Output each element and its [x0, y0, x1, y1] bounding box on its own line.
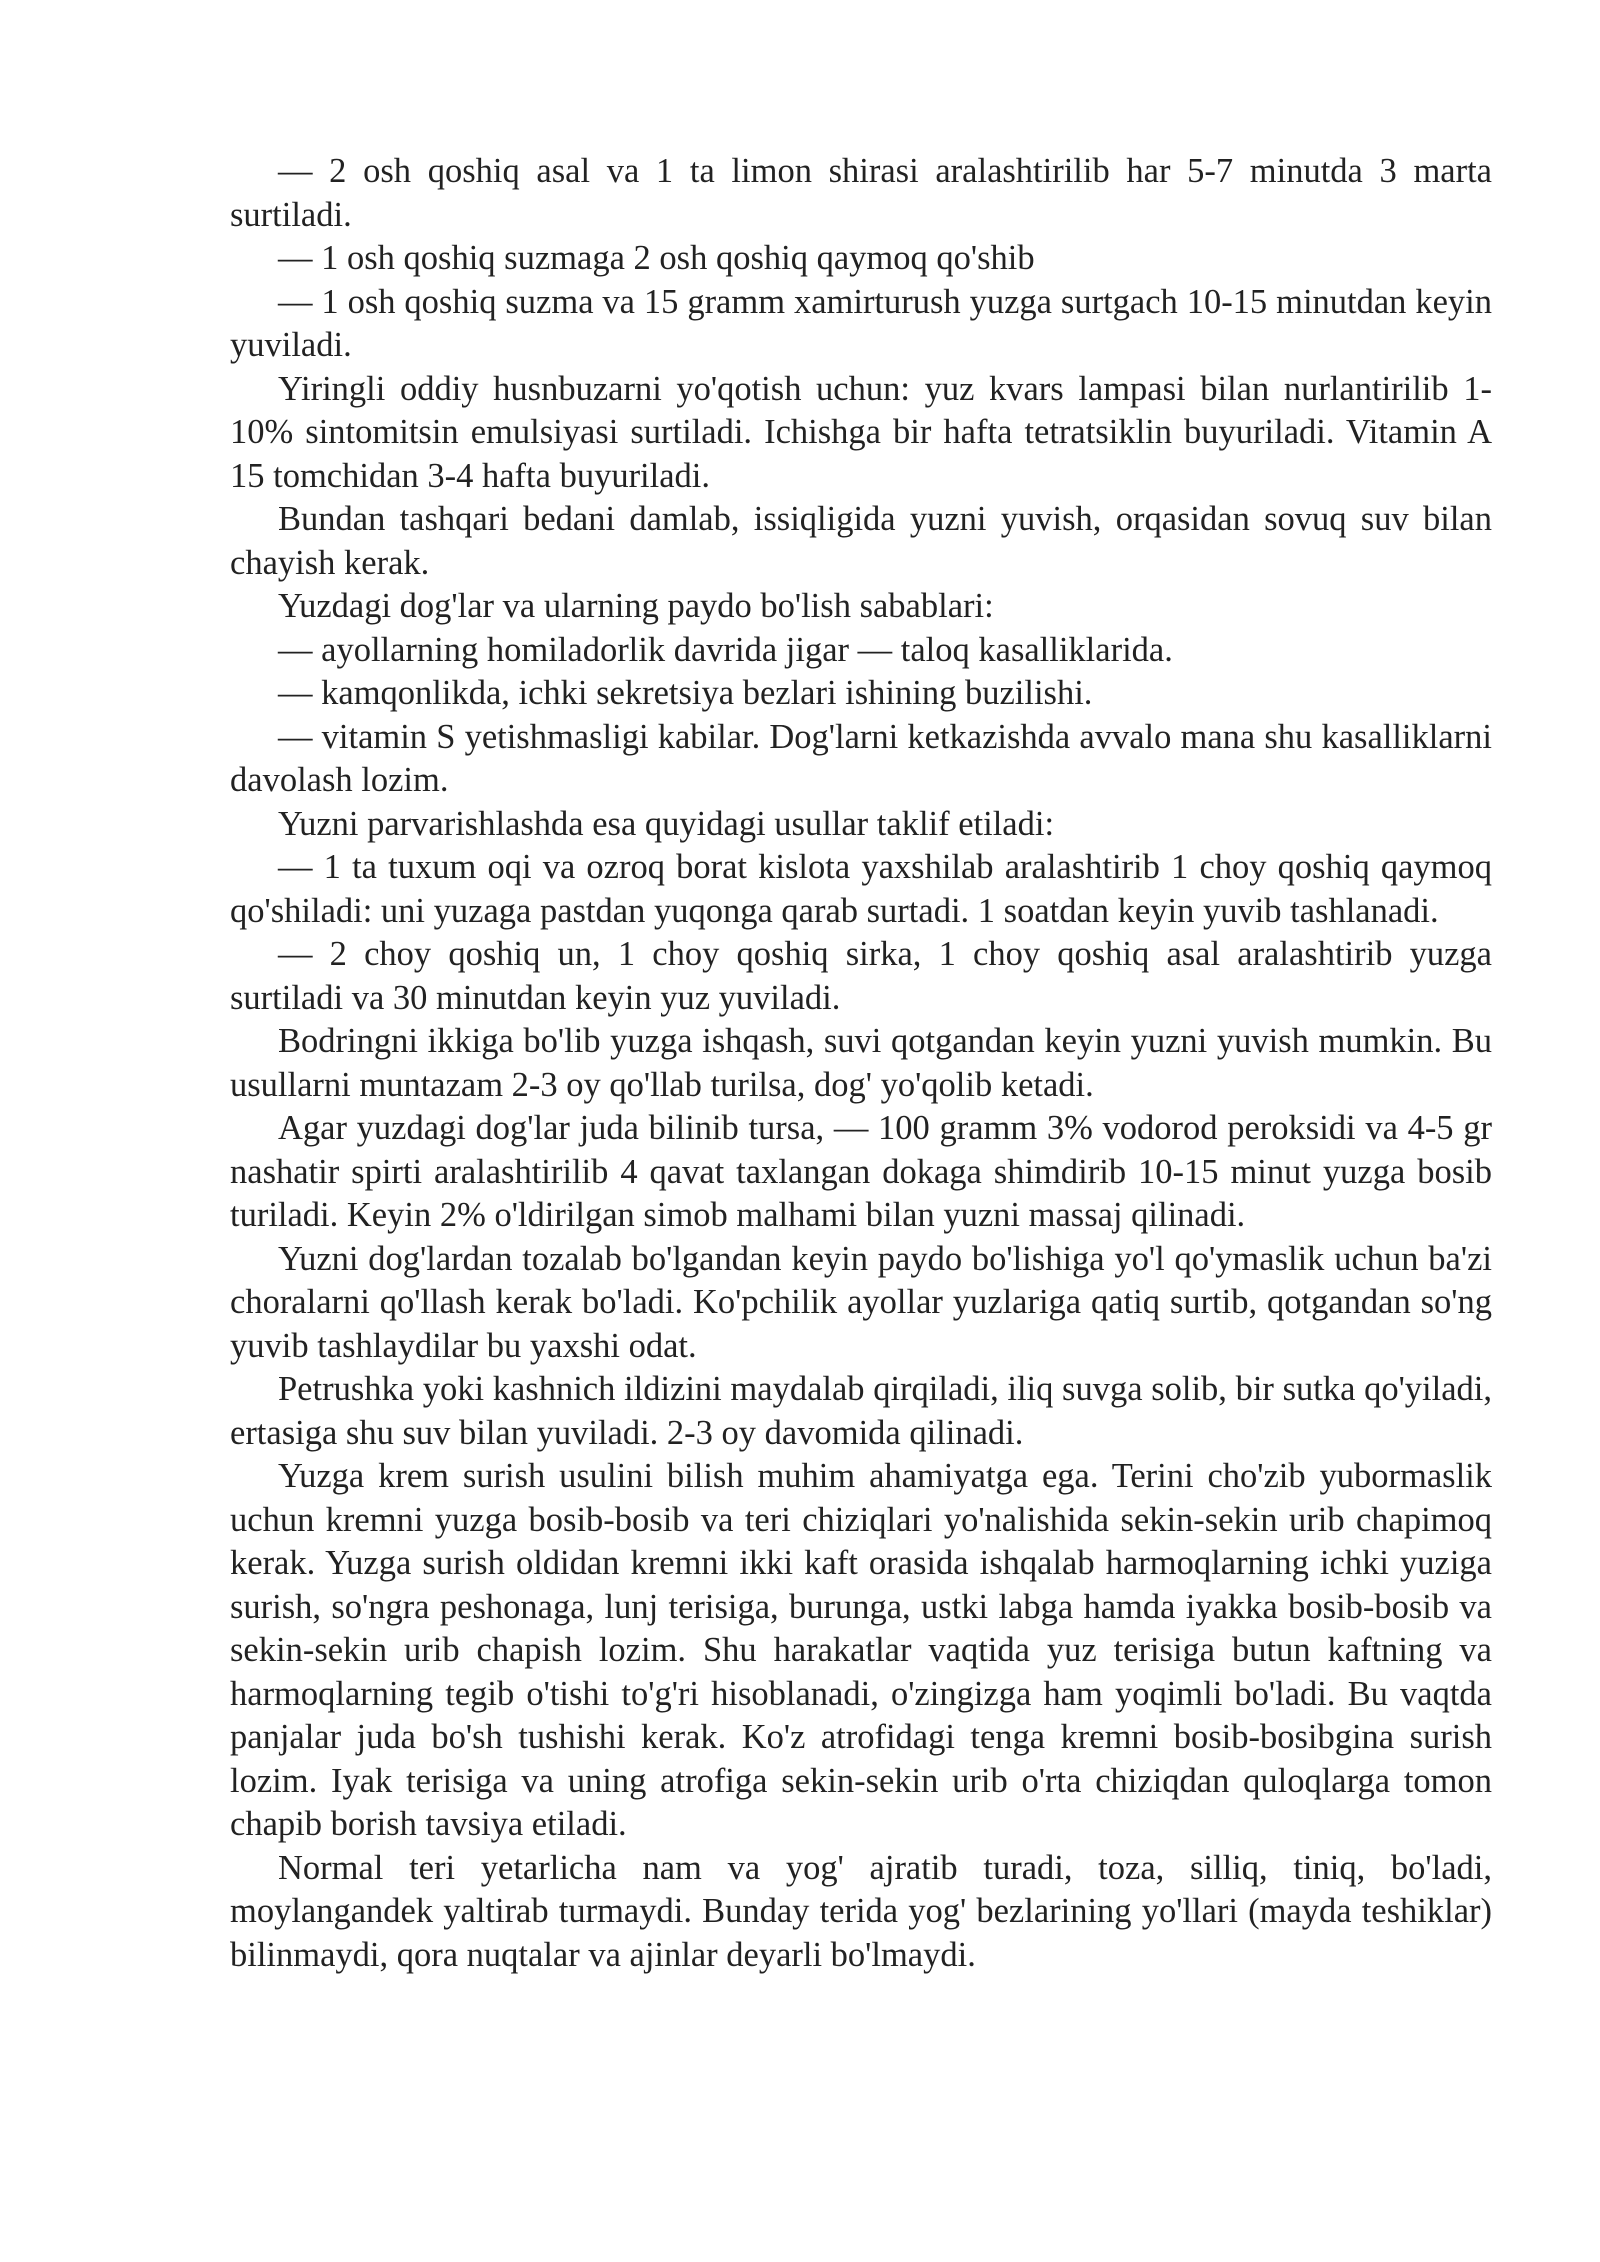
paragraph-10: Yuzni parvarishlashda esa quyidagi usullar taklif etiladi:: [278, 804, 1055, 843]
document-page: [230, 150, 1492, 1977]
paragraph-6: Yuzdagi dog'lar va ularning paydo bo'lish sabablari:: [278, 587, 994, 625]
paragraph-11: — 1 ta tuxum oqi va ozroq borat kislota yaxshilab aralashtirib 1 choy qoshiq qaymoq qo'shiladi: uni yuzaga pastdan yuqonga qarab surtadi. 1 soatdan keyin yuvib tashlanadi.: [230, 848, 1492, 930]
paragraph-3: — 1 osh qoshiq suzma va 15 gramm xamirturush yuzga surtgach 10-15 minutdan keyin yuviladi.: [230, 282, 1492, 364]
paragraph-8: — kamqonlikda, ichki sekretsiya bezlari ishining buzilishi.: [278, 674, 1093, 712]
paragraph-9: — vitamin S yetishmasligi kabilar. Dog'larni ketkazishda avvalo mana shu kasalliklarni davolash lozim.: [230, 717, 1492, 799]
paragraph-7: — ayollarning homiladorlik davrida jigar — taloq kasalliklarida.: [278, 630, 1173, 669]
paragraph-15: Yuzni dog'lardan tozalab bo'lgandan keyin paydo bo'lishiga yo'l qo'ymaslik uchun ba'zi choralarni qo'llash kerak bo'ladi. Ko'pchilik ayollar yuzlariga qatiq surtib, qotgandan so'ng yuvib tashlaydilar bu yaxshi odat.: [230, 1239, 1492, 1365]
paragraph-14: Agar yuzdagi dog'lar juda bilinib tursa, — 100 gramm 3% vodorod peroksidi va 4-5 gr nashatir spirti aralashtirilib 4 qavat taxlangan dokaga shimdirib 10-15 minut yuzga bosib turiladi. Keyin 2% o'ldirilgan simob malhami bilan yuzni massaj qilinadi.: [230, 1109, 1492, 1234]
paragraph-12: — 2 choy qoshiq un, 1 choy qoshiq sirka, 1 choy qoshiq asal aralashtirib yuzga surtiladi va 30 minutdan keyin yuz yuviladi.: [230, 935, 1492, 1017]
paragraph-16: Petrushka yoki kashnich ildizini maydalab qirqiladi, iliq suvga solib, bir sutka qo'yiladi, ertasiga shu suv bilan yuviladi. 2-3 oy davomida qilinadi.: [230, 1370, 1492, 1452]
paragraph-17: Yuzga krem surish usulini bilish muhim ahamiyatga ega. Terini cho'zib yubormaslik uchun kremni yuzga bosib-bosib va teri chiziqlari yo'nalishida sekin-sekin urib chapimoq kerak. Yuzga surish oldidan kremni ikki kaft orasida ishqalab harmoqlarning ichki yuziga surish, so'ngra peshonaga, lunj terisiga, burunga, ustki labga hamda iyakka bosib-bosib va sekin-sekin urib chapish lozim. Shu harakatlar vaqtida yuz terisiga butun kaftning va harmoqlarning tegib o'tishi to'g'ri hisoblanadi, o'zingizga ham yoqimli bo'ladi. Bu vaqtda panjalar juda bo'sh tushishi kerak. Ko'z atrofidagi tenga kremni bosib-bosibgina surish lozim. Iyak terisiga va uning atrofiga sekin-sekin urib o'rta chiziqdan quloqlarga tomon chapib borish tavsiya etiladi.: [230, 1457, 1492, 1843]
paragraph-18: Normal teri yetarlicha nam va yog' ajratib turadi, toza, silliq, tiniq, bo'ladi, moylangandek yaltirab turmaydi. Bunday terida yog' bezlarining yo'llari (mayda teshiklar) bilinmaydi, qora nuqtalar va ajinlar deyarli bo'lmaydi.: [230, 1848, 1492, 1974]
paragraph-13: Bodringni ikkiga bo'lib yuzga ishqash, suvi qotgandan keyin yuzni yuvish mumkin. Bu usullarni muntazam 2-3 oy qo'llab turilsa, dog' yo'qolib ketadi.: [230, 1022, 1492, 1104]
paragraph-1: — 2 osh qoshiq asal va 1 ta limon shirasi aralashtirilib har 5-7 minutda 3 marta surtiladi.: [230, 152, 1492, 234]
paragraph-2: — 1 osh qoshiq suzmaga 2 osh qoshiq qaymoq qo'shib: [278, 239, 1035, 277]
paragraph-5: Bundan tashqari bedani damlab, issiqligida yuzni yuvish, orqasidan sovuq suv bilan chayish kerak.: [230, 500, 1492, 582]
paragraph-4: Yiringli oddiy husnbuzarni yo'qotish uchun: yuz kvars lampasi bilan nurlantirilib 1-10% sintomitsin emulsiyasi surtiladi. Ichishga bir hafta tetratsiklin buyuriladi. Vitamin A 15 tomchidan 3-4 hafta buyuriladi.: [230, 369, 1492, 495]
